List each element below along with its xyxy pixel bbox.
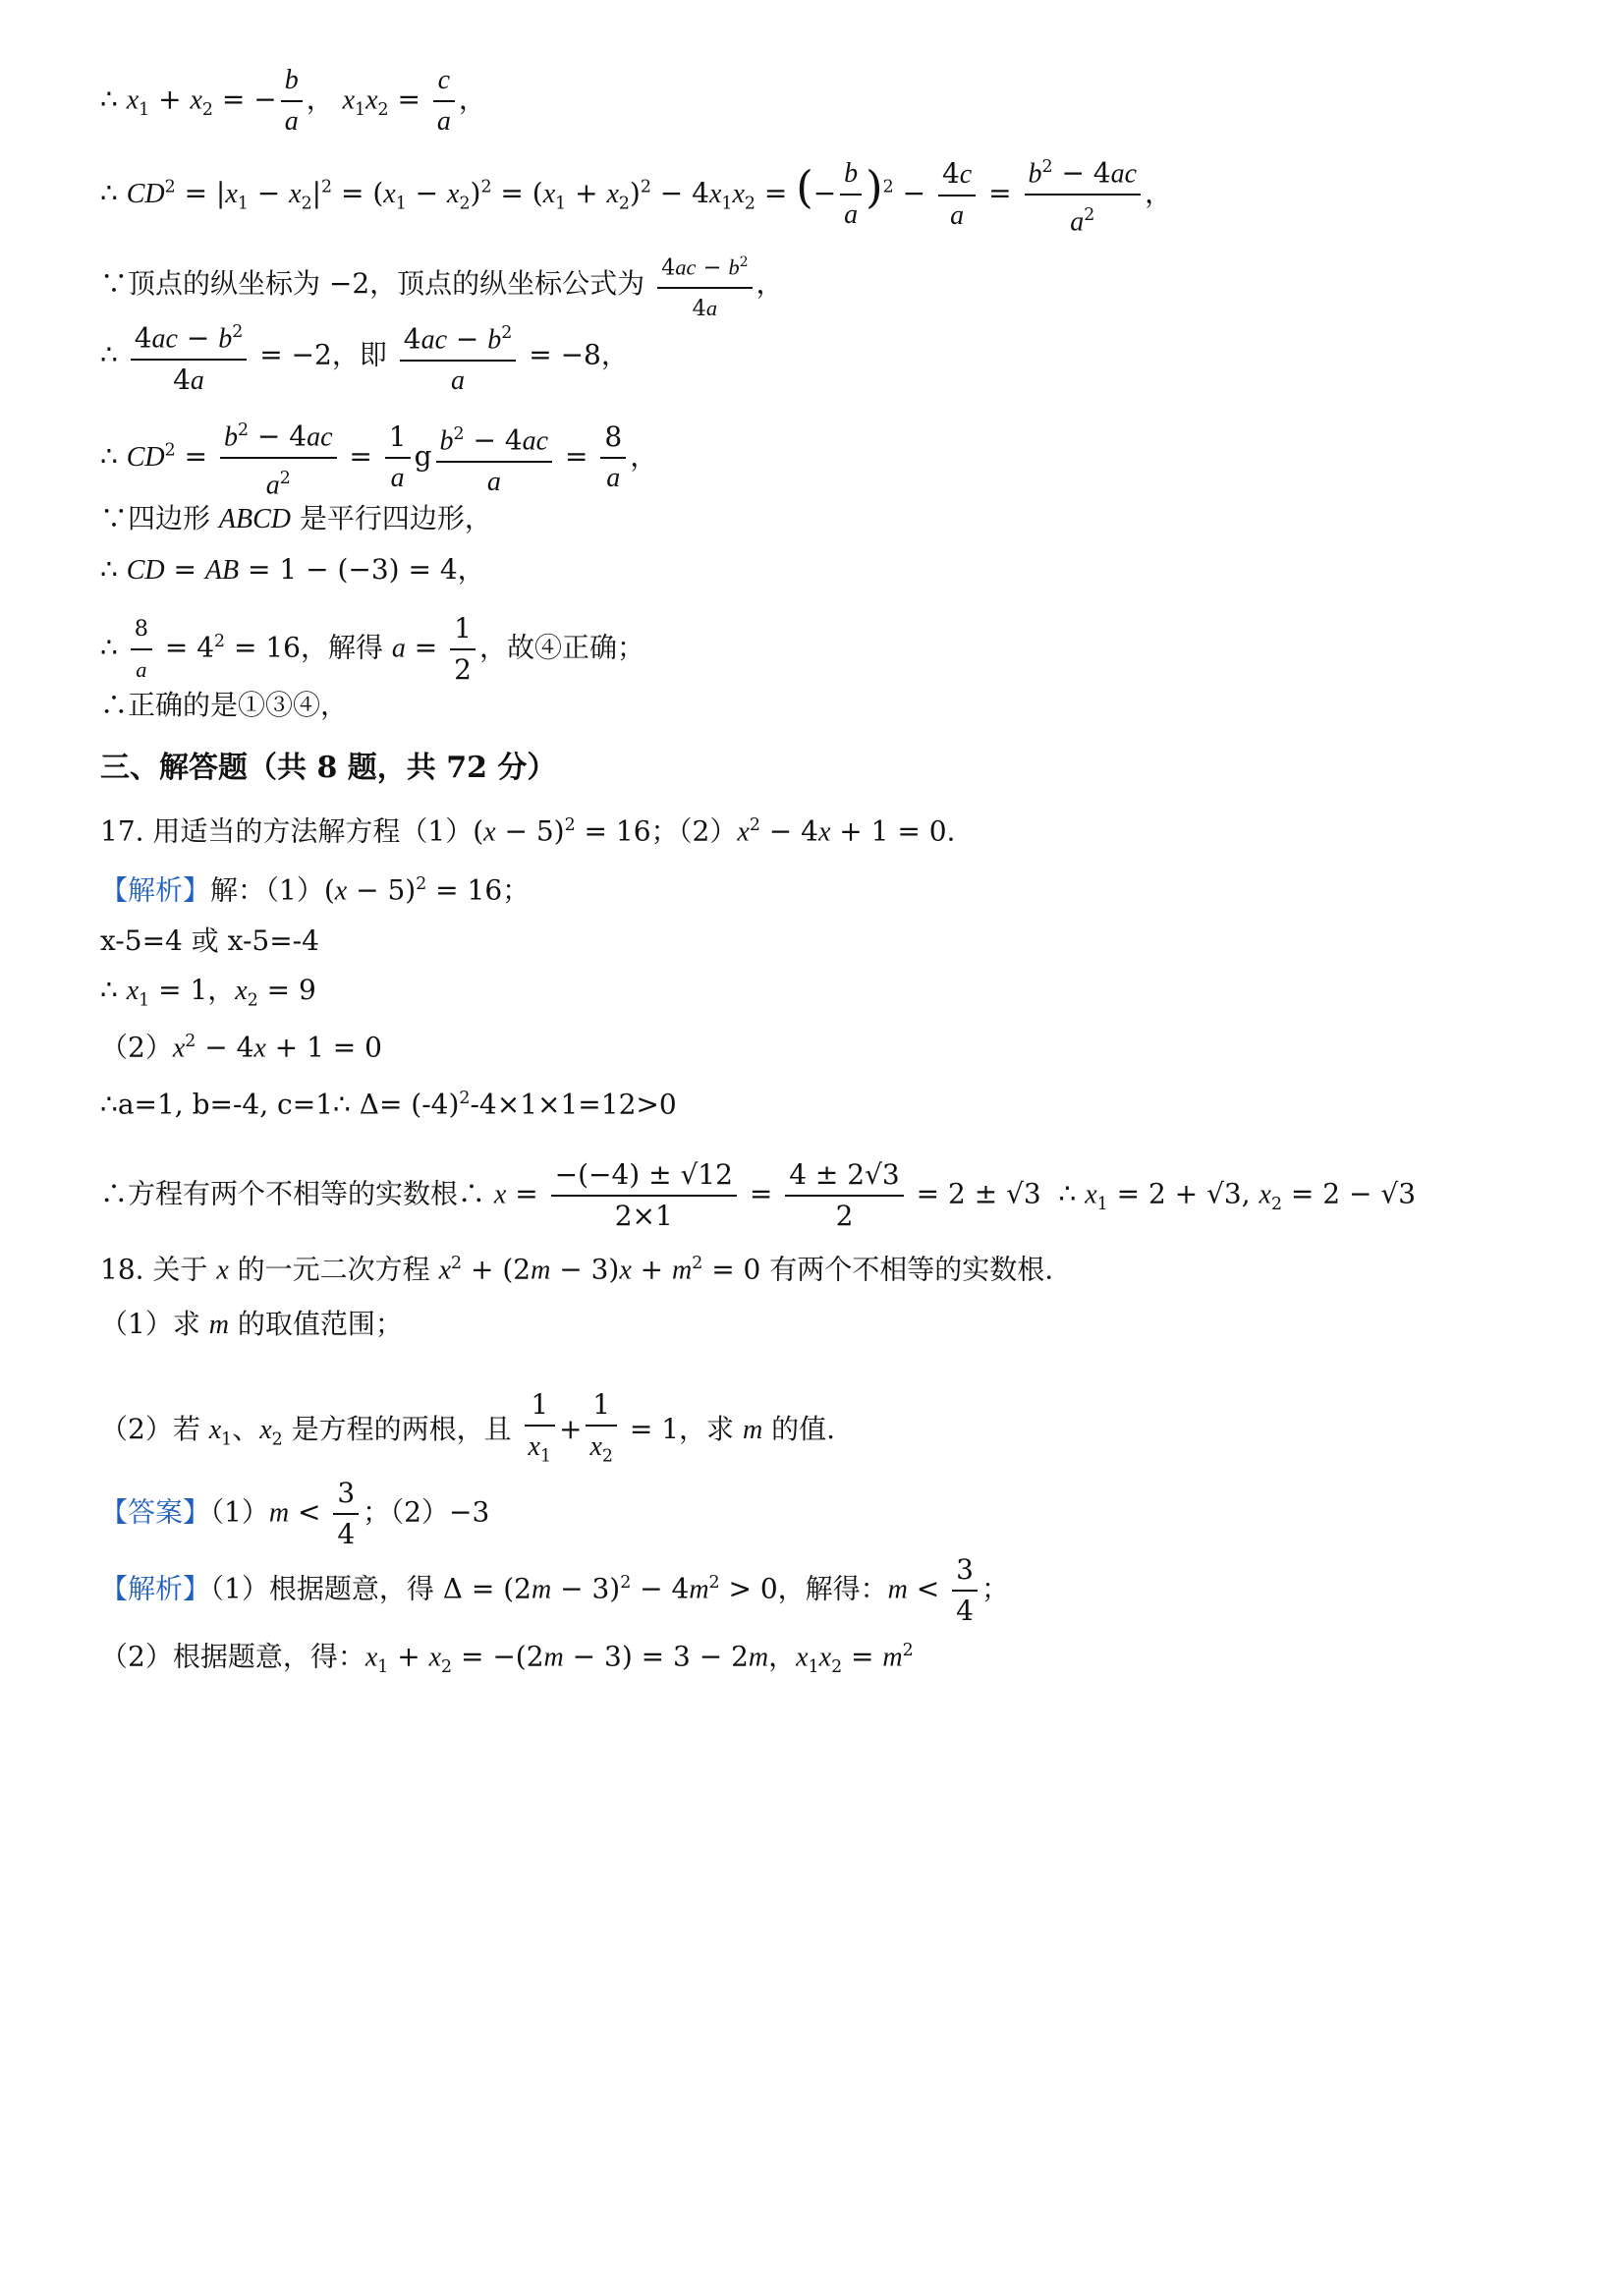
question-18-part-2: （2）若 $x_1$、$x_2$ 是方程的两根，且 $\frac{1}{x_1}$ + $\frac{1}{x_2}$ = 1，求 m 的值. xyxy=(100,1385,835,1477)
question-18: 18. 关于 x 的一元二次方程 $x^2 + (2m - 3)x + m^2 = 0$ 有两个不相等的实数根. xyxy=(100,1253,1054,1286)
question-17: 17. 用适当的方法解方程$(1)(x - 5)^2 = 16$；$(2)x^2 - 4x + 1 = 0$. xyxy=(100,814,956,848)
line-8: ∴ $\frac{8}{a}$ = $4^2 = 16$，解得 a = $\frac{1}{2}$ ，故④正确； xyxy=(100,609,644,690)
line-1: ∴ $x_1 + x_2$ = − $\frac{b}{a}$ ， $x_1x_2$ = $\frac{c}{a}$ ， xyxy=(100,61,486,141)
line-7: ∴ CD = AB = 1 − (−3) = 4， xyxy=(100,553,485,586)
line-4: ∴ $\frac{4ac - b^2}{4a}$ = −2，即 $\frac{4ac - b^2}{a}$ = −8， xyxy=(100,312,629,401)
analysis-17-step-3: ∴ $x_1 = 1$，$x_2 = 9$ xyxy=(100,974,316,1011)
answer-18: 【答案】（1）m < $\frac{3}{4}$ ；（2）−3 xyxy=(100,1474,489,1554)
question-18-part-1: （1）求 m 的取值范围； xyxy=(100,1308,403,1340)
line-9: ∴正确的是①③④， xyxy=(100,689,349,721)
analysis-17-step-5: ∴a=1, b=-4, c=1∴ $\Delta= (-4)^2-4\times 1\times 1=12>0$ xyxy=(100,1088,677,1121)
analysis-18-part-1: 【解析】（1）根据题意，得 $\Delta = (2m - 3)^2 - 4m^2 > 0$，解得：m < $\frac{3}{4}$ ； xyxy=(100,1550,1009,1631)
line-2: ∴ $CD^2 = |x_1 - x_2|^2 = (x_1 - x_2)^2 = (x_1 + x_2)^2 - 4x_1x_2$ = (− $\frac{b}{a}$ )$^2$ − $\frac{4c}{a}$ = $\frac{b^2 - 4ac}{a^2}$ ， xyxy=(100,147,1172,243)
analysis-17-step-2: x-5=4 或 x-5=-4 xyxy=(100,924,319,957)
analysis-18-part-2: （2）根据题意，得：$x_1 + x_2 = -(2m - 3) = 3 - 2m$，$x_1x_2 = m^2$ xyxy=(100,1640,914,1677)
analysis-17-step-6: ∴方程有两个不相等的实数根∴ x = $\frac{-(-4) \pm √12}{2\times 1}$ = $\frac{4 \pm 2√3}{2}$ = 2 ± √3 ∴ $x_1 = 2 + √3$, $x_2 = 2 - √3$ xyxy=(100,1155,1416,1236)
line-3: ∵顶点的纵坐标为 −2，顶点的纵坐标公式为 $\frac{4ac - b^2}{4a}$ ， xyxy=(100,243,784,328)
section-heading: 三、解答题（共 8 题，共 72 分） xyxy=(100,751,557,785)
analysis-17-step-4: $(2)x^2 - 4x + 1 = 0$ xyxy=(100,1031,382,1064)
line-6: ∵四边形 ABCD 是平行四边形， xyxy=(100,502,492,534)
analysis-17-step-1: 【解析】解：$(1)(x - 5)^2 = 16$； xyxy=(100,873,531,907)
line-5: ∴ $CD^2$ = $\frac{b^2 - 4ac}{a^2}$ = $\frac{1}{a}$ g $\frac{b^2 - 4ac}{a}$ = $\frac{8}{a}$ ， xyxy=(100,411,657,506)
